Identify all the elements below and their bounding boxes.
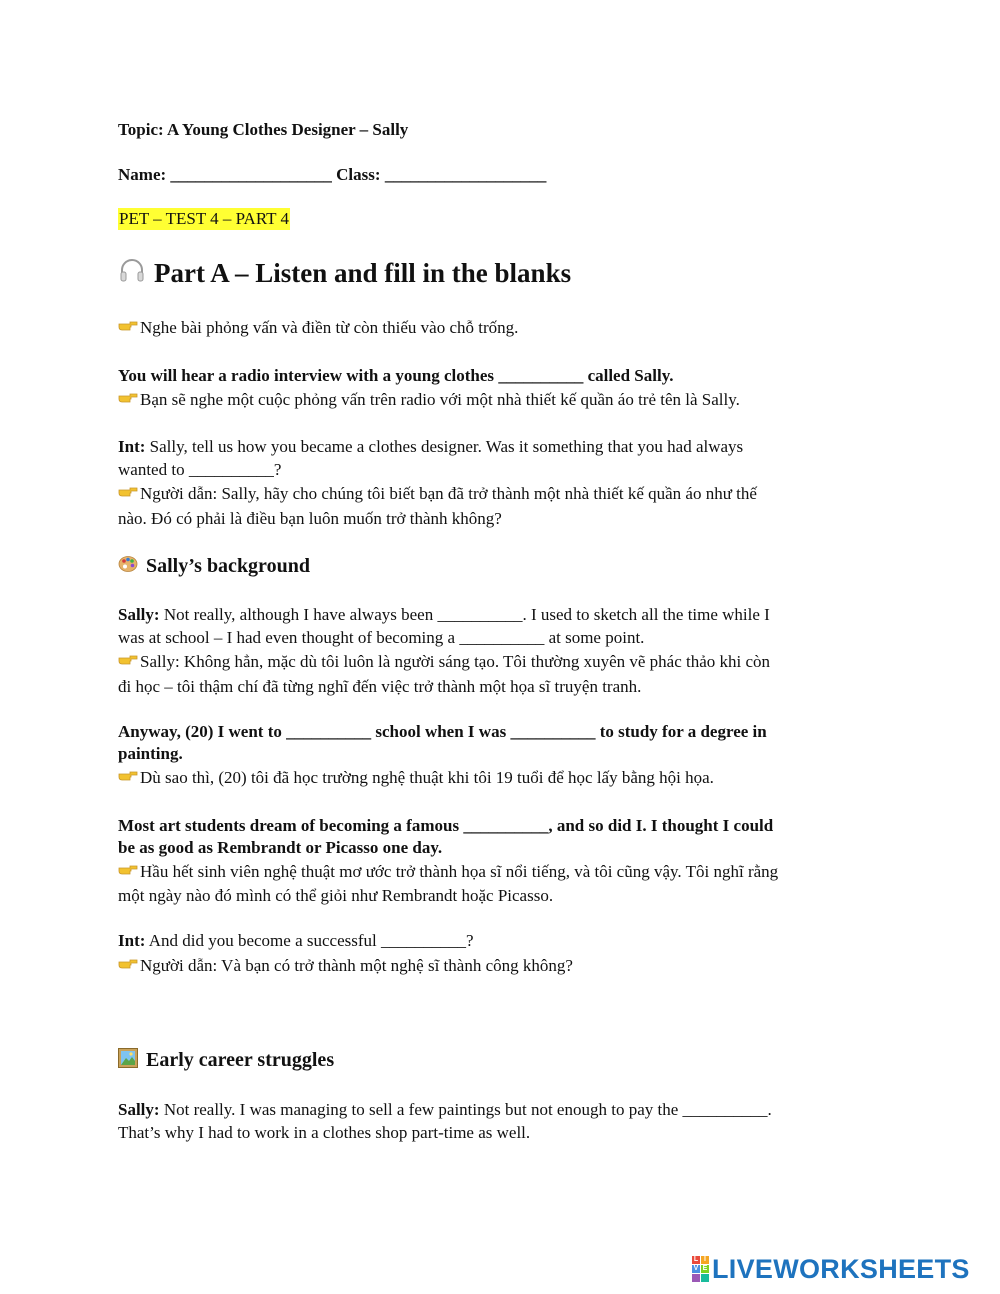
int1-vi2: nào. Đó có phải là điều bạn luôn muốn trở thành không? <box>118 509 502 528</box>
int1-vi-text-1: Người dẫn: Sally, hãy cho chúng tôi biết bạn đã trở thành một nhà thiết kế quần áo như thế <box>140 484 757 503</box>
int1-line2 <box>118 459 281 481</box>
topic-title: Topic: A Young Clothes Designer – Sally <box>118 120 409 139</box>
pointing-hand-icon <box>118 651 140 673</box>
blank-art[interactable]: __________ <box>286 722 372 741</box>
int1-vi1 <box>118 483 757 505</box>
most-line1 <box>118 815 773 837</box>
speaker-sally: Sally: <box>118 605 160 624</box>
logo-text: LIVEWORKSHEETS <box>712 1254 970 1284</box>
sally2-line1 <box>118 1099 772 1121</box>
anyway-vi <box>118 767 714 789</box>
int2-line <box>118 930 474 952</box>
pointing-hand-icon <box>118 389 140 411</box>
instruction-text: Nghe bài phỏng vấn và điền từ còn thiếu vào chỗ trống. <box>140 318 519 337</box>
speaker-int: Int: <box>118 437 146 456</box>
sally1-text-1: Not really, although I have always been <box>159 605 438 624</box>
name-class-line <box>118 164 546 186</box>
speaker-sally: Sally: <box>118 1100 160 1119</box>
sally1-vi-text-1: Sally: Không hẳn, mặc dù tôi luôn là người sáng tạo. Tôi thường xuyên vẽ phác thảo khi còn <box>140 652 771 671</box>
intro-en-text-1: You will hear a radio interview with a young clothes <box>118 366 499 385</box>
int1-text-2: wanted to <box>118 460 189 479</box>
intro-vi-text: Bạn sẽ nghe một cuộc phỏng vấn trên radio với một nhà thiết kế quần áo trẻ tên là Sally. <box>140 390 740 409</box>
logo-blocks-icon: L I V E <box>692 1256 710 1282</box>
pointing-hand-icon <box>118 767 140 789</box>
blank-bills[interactable]: __________ <box>682 1100 768 1119</box>
pointing-hand-icon <box>118 955 140 977</box>
int2-vi <box>118 955 573 977</box>
pointing-hand-icon <box>118 483 140 505</box>
class-label: Class: <box>336 165 381 184</box>
section-title-background: Sally’s background <box>146 555 310 577</box>
blank-painter[interactable]: __________ <box>463 816 549 835</box>
anyway-line2: painting. <box>118 744 183 763</box>
anyway-text-2: school when I was <box>371 722 511 741</box>
blank-cartoonist[interactable]: __________ <box>459 628 545 647</box>
instruction-line <box>118 317 518 339</box>
sally1-text-3: was at school – I had even thought of becoming a <box>118 628 460 647</box>
name-label: Name: <box>118 165 167 184</box>
blank-artist[interactable]: __________ <box>381 931 466 950</box>
sally1-line2 <box>118 627 644 649</box>
sally2-text-2: . <box>767 1100 772 1119</box>
anyway-vi-text: Dù sao thì, (20) tôi đã học trường nghệ thuật khi tôi 19 tuổi để học lấy bằng hội họa. <box>140 768 714 787</box>
name-blank[interactable]: ___________________ <box>170 165 332 184</box>
blank-designer[interactable]: __________ <box>498 366 584 385</box>
test-label: PET – TEST 4 – PART 4 <box>119 209 289 228</box>
intro-en <box>118 365 674 387</box>
liveworksheets-logo <box>692 1254 970 1284</box>
most-vi2: một ngày nào đó mình có thể giỏi như Rembrandt hoặc Picasso. <box>118 886 554 905</box>
int2-text-2: ? <box>466 931 474 950</box>
blank-age[interactable]: __________ <box>510 722 596 741</box>
most-vi-text-1: Hầu hết sinh viên nghệ thuật mơ ước trở thành họa sĩ nổi tiếng, và tôi cũng vậy. Tôi nghĩ rằng <box>140 862 779 881</box>
most-text-2: , and so did I. I thought I could <box>548 816 774 835</box>
most-text-1: Most art students dream of becoming a famous <box>118 816 464 835</box>
sally2-line2: That’s why I had to work in a clothes shop part-time as well. <box>118 1123 531 1142</box>
int1-line1 <box>118 436 743 458</box>
sally1-vi2: đi học – tôi thậm chí đã từng nghĩ đến việc trở thành một họa sĩ truyện tranh. <box>118 677 642 696</box>
part-a-title: Part A – Listen and fill in the blanks <box>154 258 572 288</box>
sally2-text-1: Not really. I was managing to sell a few paintings but not enough to pay the <box>159 1100 683 1119</box>
section-heading-background <box>118 553 310 580</box>
int2-vi-text: Người dẫn: Và bạn có trở thành một nghệ sĩ thành công không? <box>140 956 573 975</box>
intro-en-text-2: called Sally. <box>583 366 674 385</box>
sally1-line1 <box>118 604 770 626</box>
blank-creative[interactable]: __________ <box>437 605 523 624</box>
int1-text-3: ? <box>273 460 282 479</box>
int1-text-1: Sally, tell us how you became a clothes designer. Was it something that you had always <box>145 437 744 456</box>
anyway-text-3: to study for a degree in <box>595 722 767 741</box>
intro-vi <box>118 389 740 411</box>
part-a-heading <box>118 253 571 296</box>
pointing-hand-icon <box>118 317 140 339</box>
sally1-text-4: at some point. <box>544 628 645 647</box>
int2-text-1: And did you become a successful <box>145 931 381 950</box>
sally1-vi1 <box>118 651 770 673</box>
sally1-text-2: . I used to sketch all the time while I <box>522 605 770 624</box>
framed-picture-icon <box>118 1048 138 1075</box>
most-vi1 <box>118 861 778 883</box>
anyway-line1 <box>118 721 767 743</box>
speaker-int: Int: <box>118 931 146 950</box>
pointing-hand-icon <box>118 861 140 883</box>
blank-be[interactable]: __________ <box>188 460 274 479</box>
palette-icon <box>118 554 138 580</box>
class-blank[interactable]: ___________________ <box>384 165 547 184</box>
anyway-text-1: Anyway, (20) I went to <box>118 722 287 741</box>
most-line2: be as good as Rembrandt or Picasso one day. <box>118 838 443 857</box>
headphones-icon <box>118 256 146 296</box>
section-title-early-career: Early career struggles <box>146 1049 335 1071</box>
section-heading-early-career <box>118 1047 334 1075</box>
